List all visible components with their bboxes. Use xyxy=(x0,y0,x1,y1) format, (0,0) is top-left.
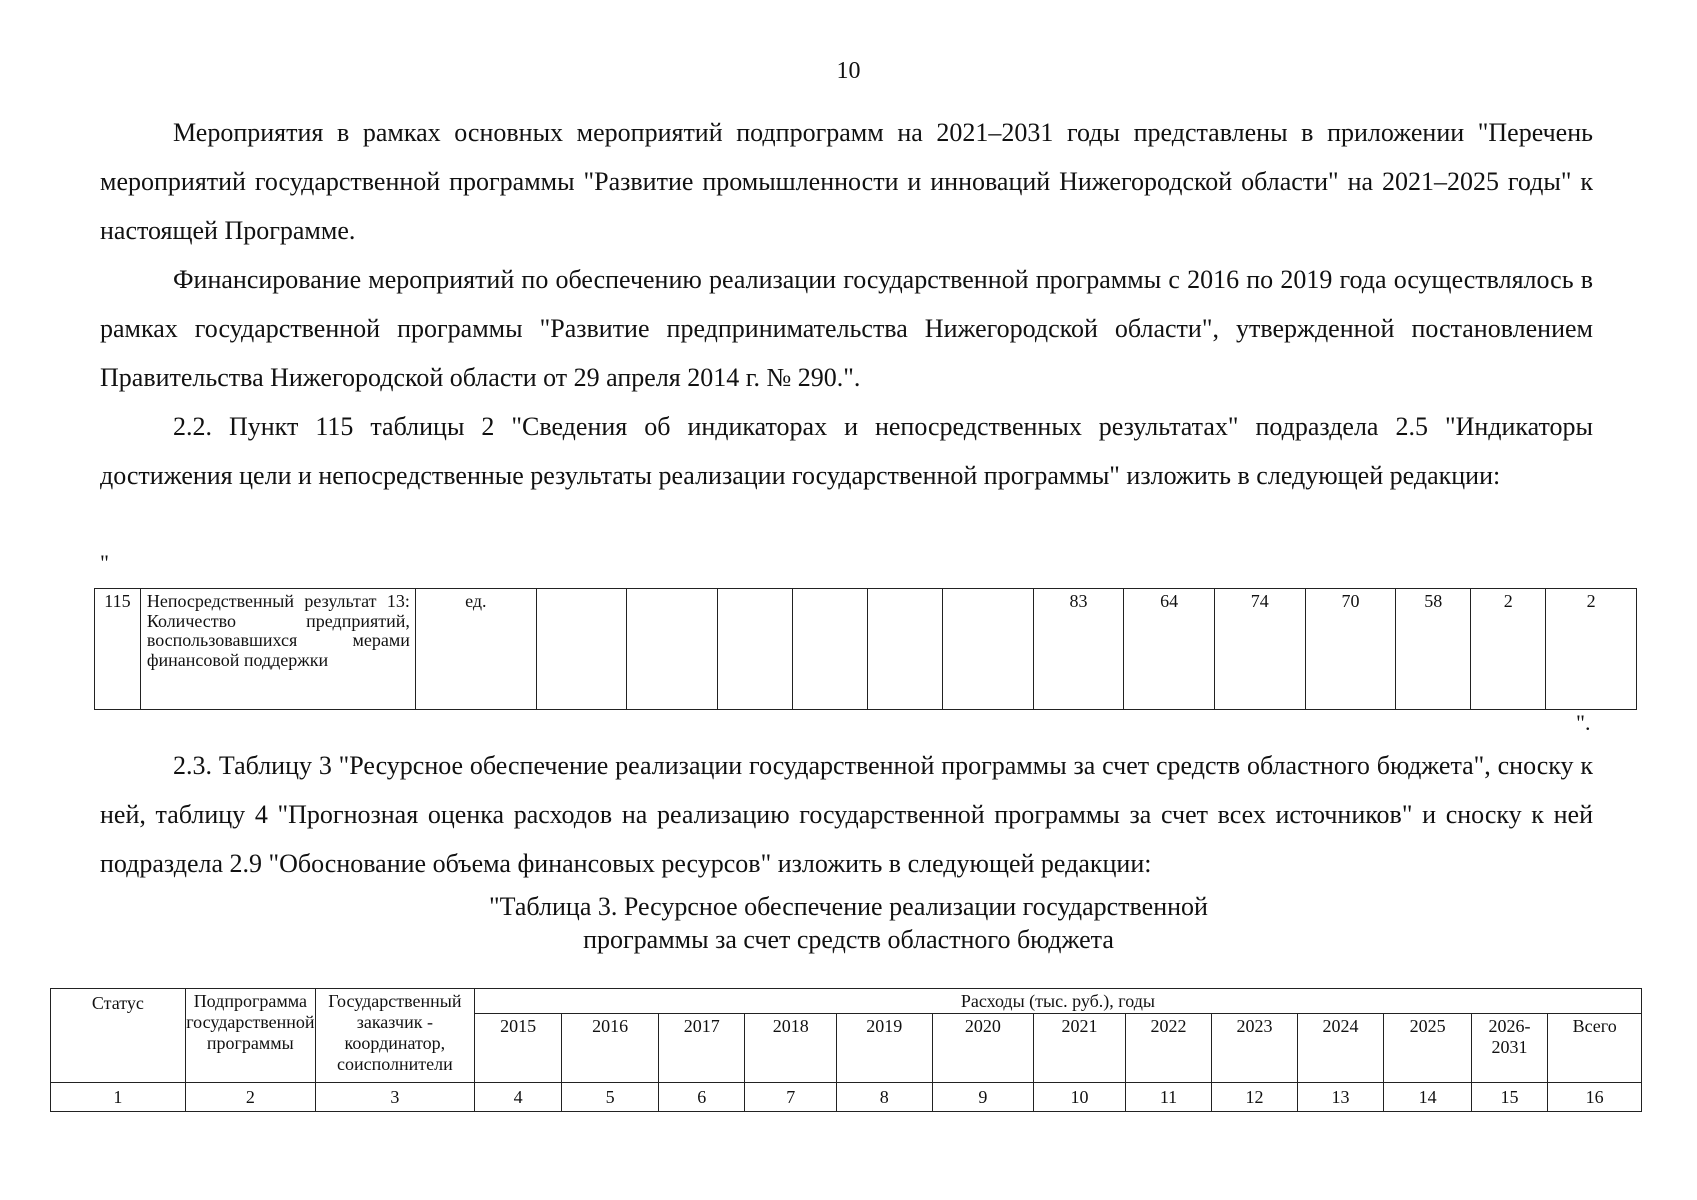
header-year: 2015 xyxy=(474,1014,562,1083)
column-number: 3 xyxy=(315,1083,474,1112)
header-status: Статус xyxy=(51,989,186,1083)
column-number: 14 xyxy=(1384,1083,1472,1112)
column-number: 10 xyxy=(1034,1083,1126,1112)
table3-title xyxy=(0,890,1697,956)
resource-table xyxy=(50,988,1642,1112)
column-number: 1 xyxy=(51,1083,186,1112)
value-cell: 58 xyxy=(1396,589,1471,710)
header-year: 2018 xyxy=(745,1014,837,1083)
value-cell xyxy=(627,589,718,710)
value-cell xyxy=(718,589,793,710)
column-number: 15 xyxy=(1471,1083,1547,1112)
value-cell: 64 xyxy=(1124,589,1215,710)
column-number: 6 xyxy=(658,1083,745,1112)
column-number: 9 xyxy=(932,1083,1034,1112)
value-cell xyxy=(536,589,627,710)
header-year: 2016 xyxy=(562,1014,659,1083)
indicator-row-115 xyxy=(95,589,1637,710)
value-cell: 74 xyxy=(1214,589,1305,710)
header-subprogram: Подпрограмма государственной программы xyxy=(185,989,315,1083)
paragraph-item-2-2 xyxy=(100,402,1593,500)
paragraph-item-2-2-text: 2.2. Пункт 115 таблицы 2 "Сведения об индикаторах и непосредственных результатах" подраздела 2.5 "Индикаторы достижения цели и непосредственные результаты реализации государственной программы" изложить в следующей редакции: xyxy=(100,412,1593,490)
value-cell: 83 xyxy=(1033,589,1124,710)
paragraph-item-2-3 xyxy=(100,741,1593,888)
value-cell xyxy=(868,589,943,710)
header-year: 2019 xyxy=(837,1014,933,1083)
header-year: 2022 xyxy=(1125,1014,1212,1083)
column-number: 16 xyxy=(1548,1083,1642,1112)
header-customer: Государственный заказчик - координатор, соисполнители xyxy=(315,989,474,1083)
paragraph-financing-text: Финансирование мероприятий по обеспечению реализации государственной программы с 2016 по 2019 года осуществлялось в рамках государственной программы "Развитие предпринимательства Нижегородской области", утвержденной постановлением Правительства Нижегородской области от 29 апреля 2014 г. № 290.". xyxy=(100,265,1593,392)
table3-title-line1: "Таблица 3. Ресурсное обеспечение реализации государственной xyxy=(489,892,1208,921)
row-number: 115 xyxy=(95,589,141,710)
unit-cell: ед. xyxy=(415,589,536,710)
header-row-top xyxy=(51,989,1642,1014)
column-number: 11 xyxy=(1125,1083,1212,1112)
quote-open-mark: " xyxy=(100,550,109,575)
paragraph-financing xyxy=(100,255,1593,402)
column-number: 13 xyxy=(1297,1083,1384,1112)
quote-close-mark: ". xyxy=(1576,710,1591,735)
table3-title-line2: программы за счет средств областного бюджета xyxy=(583,925,1114,954)
header-total: Всего xyxy=(1548,1014,1642,1083)
paragraph-activities-text: Мероприятия в рамках основных мероприятий подпрограмм на 2021–2031 годы представлены в приложении "Перечень мероприятий государственной программы "Развитие промышленности и инноваций Нижегородской области" на 2021–2025 годы" к настоящей Программе. xyxy=(100,118,1593,245)
header-year: 2023 xyxy=(1212,1014,1298,1083)
value-cell: 2 xyxy=(1471,589,1546,710)
column-number: 8 xyxy=(837,1083,933,1112)
page-number: 10 xyxy=(836,58,861,84)
paragraph-activities xyxy=(100,108,1593,255)
header-year: 2025 xyxy=(1384,1014,1472,1083)
value-cell xyxy=(943,589,1034,710)
header-year: 2020 xyxy=(932,1014,1034,1083)
header-year: 2017 xyxy=(658,1014,745,1083)
column-number: 2 xyxy=(185,1083,315,1112)
column-number: 12 xyxy=(1212,1083,1298,1112)
indicator-name: Непосредственный результат 13: Количество предприятий, воспользовавшихся мерами финансовой поддержки xyxy=(140,589,415,710)
indicator-table xyxy=(94,588,1637,710)
column-number: 7 xyxy=(745,1083,837,1112)
header-year: 2026-2031 xyxy=(1471,1014,1547,1083)
header-year: 2024 xyxy=(1297,1014,1384,1083)
column-number: 5 xyxy=(562,1083,659,1112)
paragraph-item-2-3-text: 2.3. Таблицу 3 "Ресурсное обеспечение реализации государственной программы за счет средств областного бюджета", сноску к ней, таблицу 4 "Прогнозная оценка расходов на реализацию государственной программы за счет всех источников" и сноску к ней подраздела 2.9 "Обоснование объема финансовых ресурсов" изложить в следующей редакции: xyxy=(100,751,1593,878)
header-year: 2021 xyxy=(1034,1014,1126,1083)
column-number: 4 xyxy=(474,1083,562,1112)
value-cell: 2 xyxy=(1546,589,1637,710)
header-expenses: Расходы (тыс. руб.), годы xyxy=(474,989,1641,1014)
value-cell: 70 xyxy=(1305,589,1396,710)
value-cell xyxy=(793,589,868,710)
numbering-row xyxy=(51,1083,1642,1112)
